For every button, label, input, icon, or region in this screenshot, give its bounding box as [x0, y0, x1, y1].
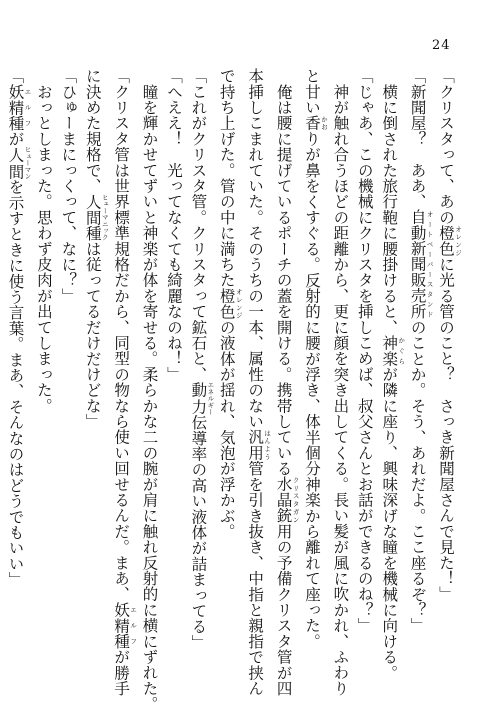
furigana: 橙色 オレンジ [217, 287, 243, 320]
text-line: 「クリスタって、あの橙色 オレンジに光る管のこと？ さっき新聞屋さんで見た！」 [437, 68, 462, 602]
text-line: 「ひゅーまにっくって、なに？」 [59, 68, 78, 304]
furigana: 水晶銃 クリスタガン [274, 476, 300, 524]
furigana: 人間種 ヒューマニック [83, 193, 109, 241]
furigana: 香 かお [302, 115, 328, 131]
text-line: 本挿しこまれていた。そのうちの一本、属性のない汎用 はんよう管を引き抜き、中指と親指で挟ん [246, 68, 272, 697]
text-line: に決めた規格で、人間種 ヒューマニックは従ってるだけだけどな」 [83, 68, 109, 430]
text-line: と甘い香 かおりが鼻をくすぐる。反射的に腰が浮き、体半個分神楽から離れて座った。 [302, 68, 328, 649]
text-line: 「へええ！ 光ってなくても綺麗なのね！」 [164, 68, 183, 382]
furigana: 橙色 オレンジ [437, 225, 462, 257]
text-line [0, 68, 3, 658]
text-line: 「新聞屋？ ああ、自動新聞販売所 オートペーパースタンドのことか。そう、あれだよ。ここ座るぞ？」 [408, 68, 434, 634]
furigana: 妖精種 エルフ [112, 601, 138, 649]
text-line: 俺は腰に提げているポーチの蓋を開ける。携帯している水晶銃 クリスタガン用の予備クリスタ管が四 [274, 68, 300, 697]
furigana: 自動新聞販売所 オートペーパースタンド [408, 209, 434, 320]
text-line: 「クリスタ管は世界標準規格だから、同型の物なら使い回せるんだ。まあ、妖精種 エルフが勝手 [112, 68, 138, 697]
furigana: 妖精種 エルフ [6, 83, 32, 131]
furigana: 人間 ヒューマン [6, 146, 32, 180]
furigana: 汎用 はんよう [246, 429, 272, 461]
text-line: で持ち上げた。管の中に満ちた橙色 オレンジの液体が揺れ、気泡が浮かぶ。 [217, 68, 243, 540]
text-line: おっとしまった。思わず皮肉が出てしまった。 [34, 68, 53, 414]
text-line: 「じゃあ、この機械にクリスタを挿しこめば、叔父さんとお話ができるのね？」 [355, 68, 374, 634]
furigana: 動力 エネルギー [189, 381, 215, 415]
text-line: 「妖精種 エルフが人間 ヒューマンを示すときに使う言葉。まあ、そんなのはどうでもいい」 [6, 68, 32, 588]
text-line: 「これがクリスタ管。クリスタって鉱石と、動力 エネルギー伝導率の高い液体が詰まってる」 [189, 68, 215, 650]
text-line: 瞳を輝かせてずいと神楽が体を寄せる。柔らかな二の腕が肩に触れ反射的に横にずれた。 [140, 68, 159, 712]
furigana: 神楽 かぐら [380, 334, 406, 367]
text-line: 神が触れ合うほどの距離から、更に顔を突き出してくる。長い髪が風に吹かれ、ふわり [331, 68, 350, 697]
page-number: 24 [432, 38, 451, 53]
text-line: 横に倒された旅行鞄に腰掛けると、神楽 かぐらが隣に座り、興味深げな瞳を機械に向ける。 [380, 68, 406, 681]
body-text [6, 68, 462, 712]
